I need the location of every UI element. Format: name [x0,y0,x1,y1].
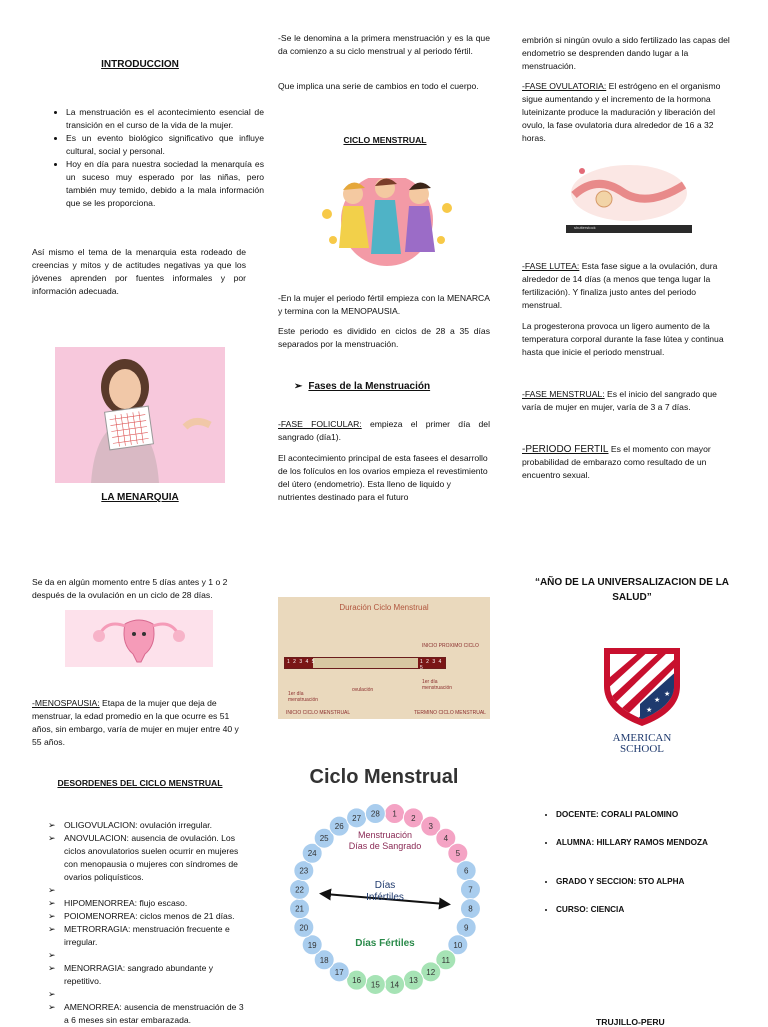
wheel-fertiles-label: Días Fértiles [355,938,415,949]
school-name: AMERICAN SCHOOL [612,732,672,755]
list-item: ➢ POIOMENORREA: ciclos menos de 21 días. [48,910,246,923]
wheel-day-label: 28 [370,809,380,819]
list-item: ➢ HIPOMENORREA: flujo escaso. [48,897,246,910]
fertil-paragraph: -PERIODO FERTIL Es el momento con mayor probabilidad de embarazo como resultado de un encuentro sexual. [522,444,711,480]
duracion-label: ovulación [352,687,374,693]
duracion-label: 1er día menstruación [422,679,453,691]
folicular-detail: El acontecimiento principal de esta fasees el desarrollo de los folículos en los ovarios empieza el revestimiento del útero (endometrio). Esta lleno de liquido y nutrientes destinado para el futuro [278,453,488,502]
wheel-day-label: 14 [390,980,400,990]
list-item: • Es un evento biológico significativo que influye cultural, social y personal. [66,132,264,158]
wheel-day-label: 8 [468,904,473,914]
menopausia-text: Etapa de la mujer que deja de menstruar, la edad promedio en la que ocurre es 51 años, sin embargo, varía de mujer en mujer entre 40 y 55 años. [32,698,239,747]
wheel-day-label: 11 [441,955,450,965]
wheel-day-label: 4 [443,834,449,844]
list-item: ➢ ANOVULACION: ausencia de ovulación. Los ciclos anovulatorios suelen ocurrir en mujeres con menopausia o mujeres con síndromes de ovarios poliquísticos. [48,832,246,884]
cambios-paragraph: Que implica una serie de cambios en todo el cuerpo. [278,81,479,91]
lutea-paragraph: -FASE LUTEA: Esta fase sigue a la ovulación, dura alrededor de 14 días (a menos que tenga lugar la fertilización). Y finaliza justo antes del periodo menstrual. [522,261,718,310]
intro-bullets [48,106,264,210]
wheel-day-label: 26 [334,822,344,832]
wheel-day-label: 27 [352,813,362,823]
uterus-image [65,610,213,667]
wheel-day-label: 12 [426,967,436,977]
wheel-title: Ciclo Menstrual [309,766,459,788]
wheel-day-label: 19 [307,940,317,950]
periodo-fertil-paragraph: -En la mujer el periodo fértil empieza con la MENARCA y termina con la MENOPAUSIA. [278,293,490,316]
duracion-bar: 1 2 3 4 5 1 2 3 4 5 [284,657,446,669]
svg-text:★: ★ [654,696,661,704]
list-item: • CURSO: CIENCIA [556,903,756,916]
progesterona-paragraph: La progesterona provoca un ligero aumento de la temperatura corporal durante la fase lútea y continua hasta que inicie el periodo menstrual. [522,321,724,357]
wheel-day-label: 25 [319,834,329,844]
girl-calendar-image [55,347,225,483]
credits-list [538,808,756,916]
menstruation-continuation: embrión si ningún ovulo a sido fertilizado las capas del endometrio se desprenden dando lugar a la menstruación. [522,35,730,71]
ovulation-text: Se da en algún momento entre 5 días antes y 1 o 2 después de la ovulación en un ciclo de 28 días. [32,577,228,600]
list-item: • DOCENTE: CORALI PALOMINO [556,808,756,821]
menopausia-label: -MENOSPAUSIA: [32,698,100,708]
duracion-title: Duración Ciclo Menstrual [339,603,429,612]
folicular-paragraph: -FASE FOLICULAR: empieza el primer día del sangrado (día1). [278,419,490,442]
menopausia-paragraph [32,697,246,749]
intro-paragraph: Así mismo el tema de la menarquia esta rodeado de creencias y mitos y de actitudes negativas ya que los jóvenes aprenden por fuentes informales y por información adecuada. [32,247,246,296]
desordenes-list [48,819,246,1027]
city-label: TRUJILLO-PERU [596,1017,665,1027]
ovulation-photo [566,155,692,233]
svg-text:★: ★ [664,690,671,698]
desordenes-heading: DESORDENES DEL CICLO MENSTRUAL [57,778,223,788]
ciclos-paragraph: Este periodo es dividido en ciclos de 28 a 35 días separados por la menstruación. [278,326,490,349]
list-item [48,884,246,897]
wheel-day-label: 10 [453,940,463,950]
menstrual-paragraph: -FASE MENSTRUAL: Es el inicio del sangrado que varía de mujer en mujer, varía de 3 a 7 días. [522,389,717,412]
wheel-day-label: 17 [334,967,344,977]
svg-text:★: ★ [646,706,653,714]
duracion-label: TERMINO CICLO MENSTRUAL [414,710,486,716]
arrow-icon: ➢ [294,381,303,392]
school-logo [584,640,700,758]
duracion-label: 1er día menstruación [288,691,319,703]
wheel-day-label: 6 [463,866,469,876]
wheel-infertiles-label: Días Infértiles [366,880,404,903]
list-item: ➢ OLIGOVULACION: ovulación irregular. [48,819,246,832]
year-title: “AÑO DE LA UNIVERSALIZACION DE LA SALUD” [534,577,730,603]
wheel-day-label: 15 [370,980,380,990]
list-item: ➢ MENORRAGIA: sangrado abundante y repetitivo. [48,962,246,988]
cycle-wheel [285,796,485,1002]
cartoon-girls-image [313,168,461,266]
wheel-day-label: 2 [411,813,416,823]
menarquia-heading: LA MENARQUIA [101,492,179,503]
list-item: • La menstruación es el acontecimiento esencial de transición en el curso de la vida de la mujer. [66,106,264,132]
duracion-ciclo-image [278,597,490,719]
ovulatoria-paragraph: -FASE OVULATORIA: El estrógeno en el organismo sigue aumentando y el incremento de la hormona luteinizante produce la maduración y liberación del ovulo, la fase ovulatoria dura alrededor de 16 a 32 horas. [522,81,721,143]
list-item [48,949,246,962]
intro-heading: INTRODUCCION [101,59,179,70]
wheel-day-label: 1 [392,809,397,819]
wheel-day-label: 21 [295,904,304,914]
wheel-menstruacion-label: Menstruación Días de Sangrado [348,830,422,851]
list-item: ➢ METRORRAGIA: menstruación frecuente e irregular. [48,923,246,949]
wheel-day-label: 24 [307,849,317,859]
wheel-day-label: 16 [352,976,362,986]
duracion-label: INICIO PROXIMO CICLO [422,643,479,649]
wheel-day-label: 22 [295,885,304,895]
list-item: • GRADO Y SECCION: 5TO ALPHA [556,875,756,888]
wheel-day-label: 20 [299,923,309,933]
list-item: • ALUMNA: HILLARY RAMOS MENDOZA [556,836,756,849]
fases-heading: ➢ Fases de la Menstruación [294,381,431,392]
duracion-label: INICIO CICLO MENSTRUAL [286,710,351,716]
wheel-day-label: 9 [463,923,469,933]
wheel-day-label: 18 [319,955,329,965]
wheel-day-label: 5 [455,849,461,859]
wheel-day-label: 3 [428,822,433,832]
list-item: • Hoy en día para nuestra sociedad la menarquía es un suceso muy esperado por las niñas, pero también muy temido, debido a la mala información que se les proporciona. [66,158,264,210]
ciclo-heading: CICLO MENSTRUAL [343,135,427,145]
list-item: ➢ AMENORREA: ausencia de menstruación de 3 a 6 meses sin estar embarazada. [48,1001,246,1027]
photo-caption: shutterstock [566,225,692,233]
menarca-definition: -Se le denomina a la primera menstruación y es la que da comienzo a su ciclo menstrual y al periodo fértil. [278,33,490,56]
wheel-day-label: 7 [468,885,473,895]
wheel-day-label: 13 [408,976,418,986]
list-item [48,988,246,1001]
wheel-day-label: 23 [299,866,309,876]
